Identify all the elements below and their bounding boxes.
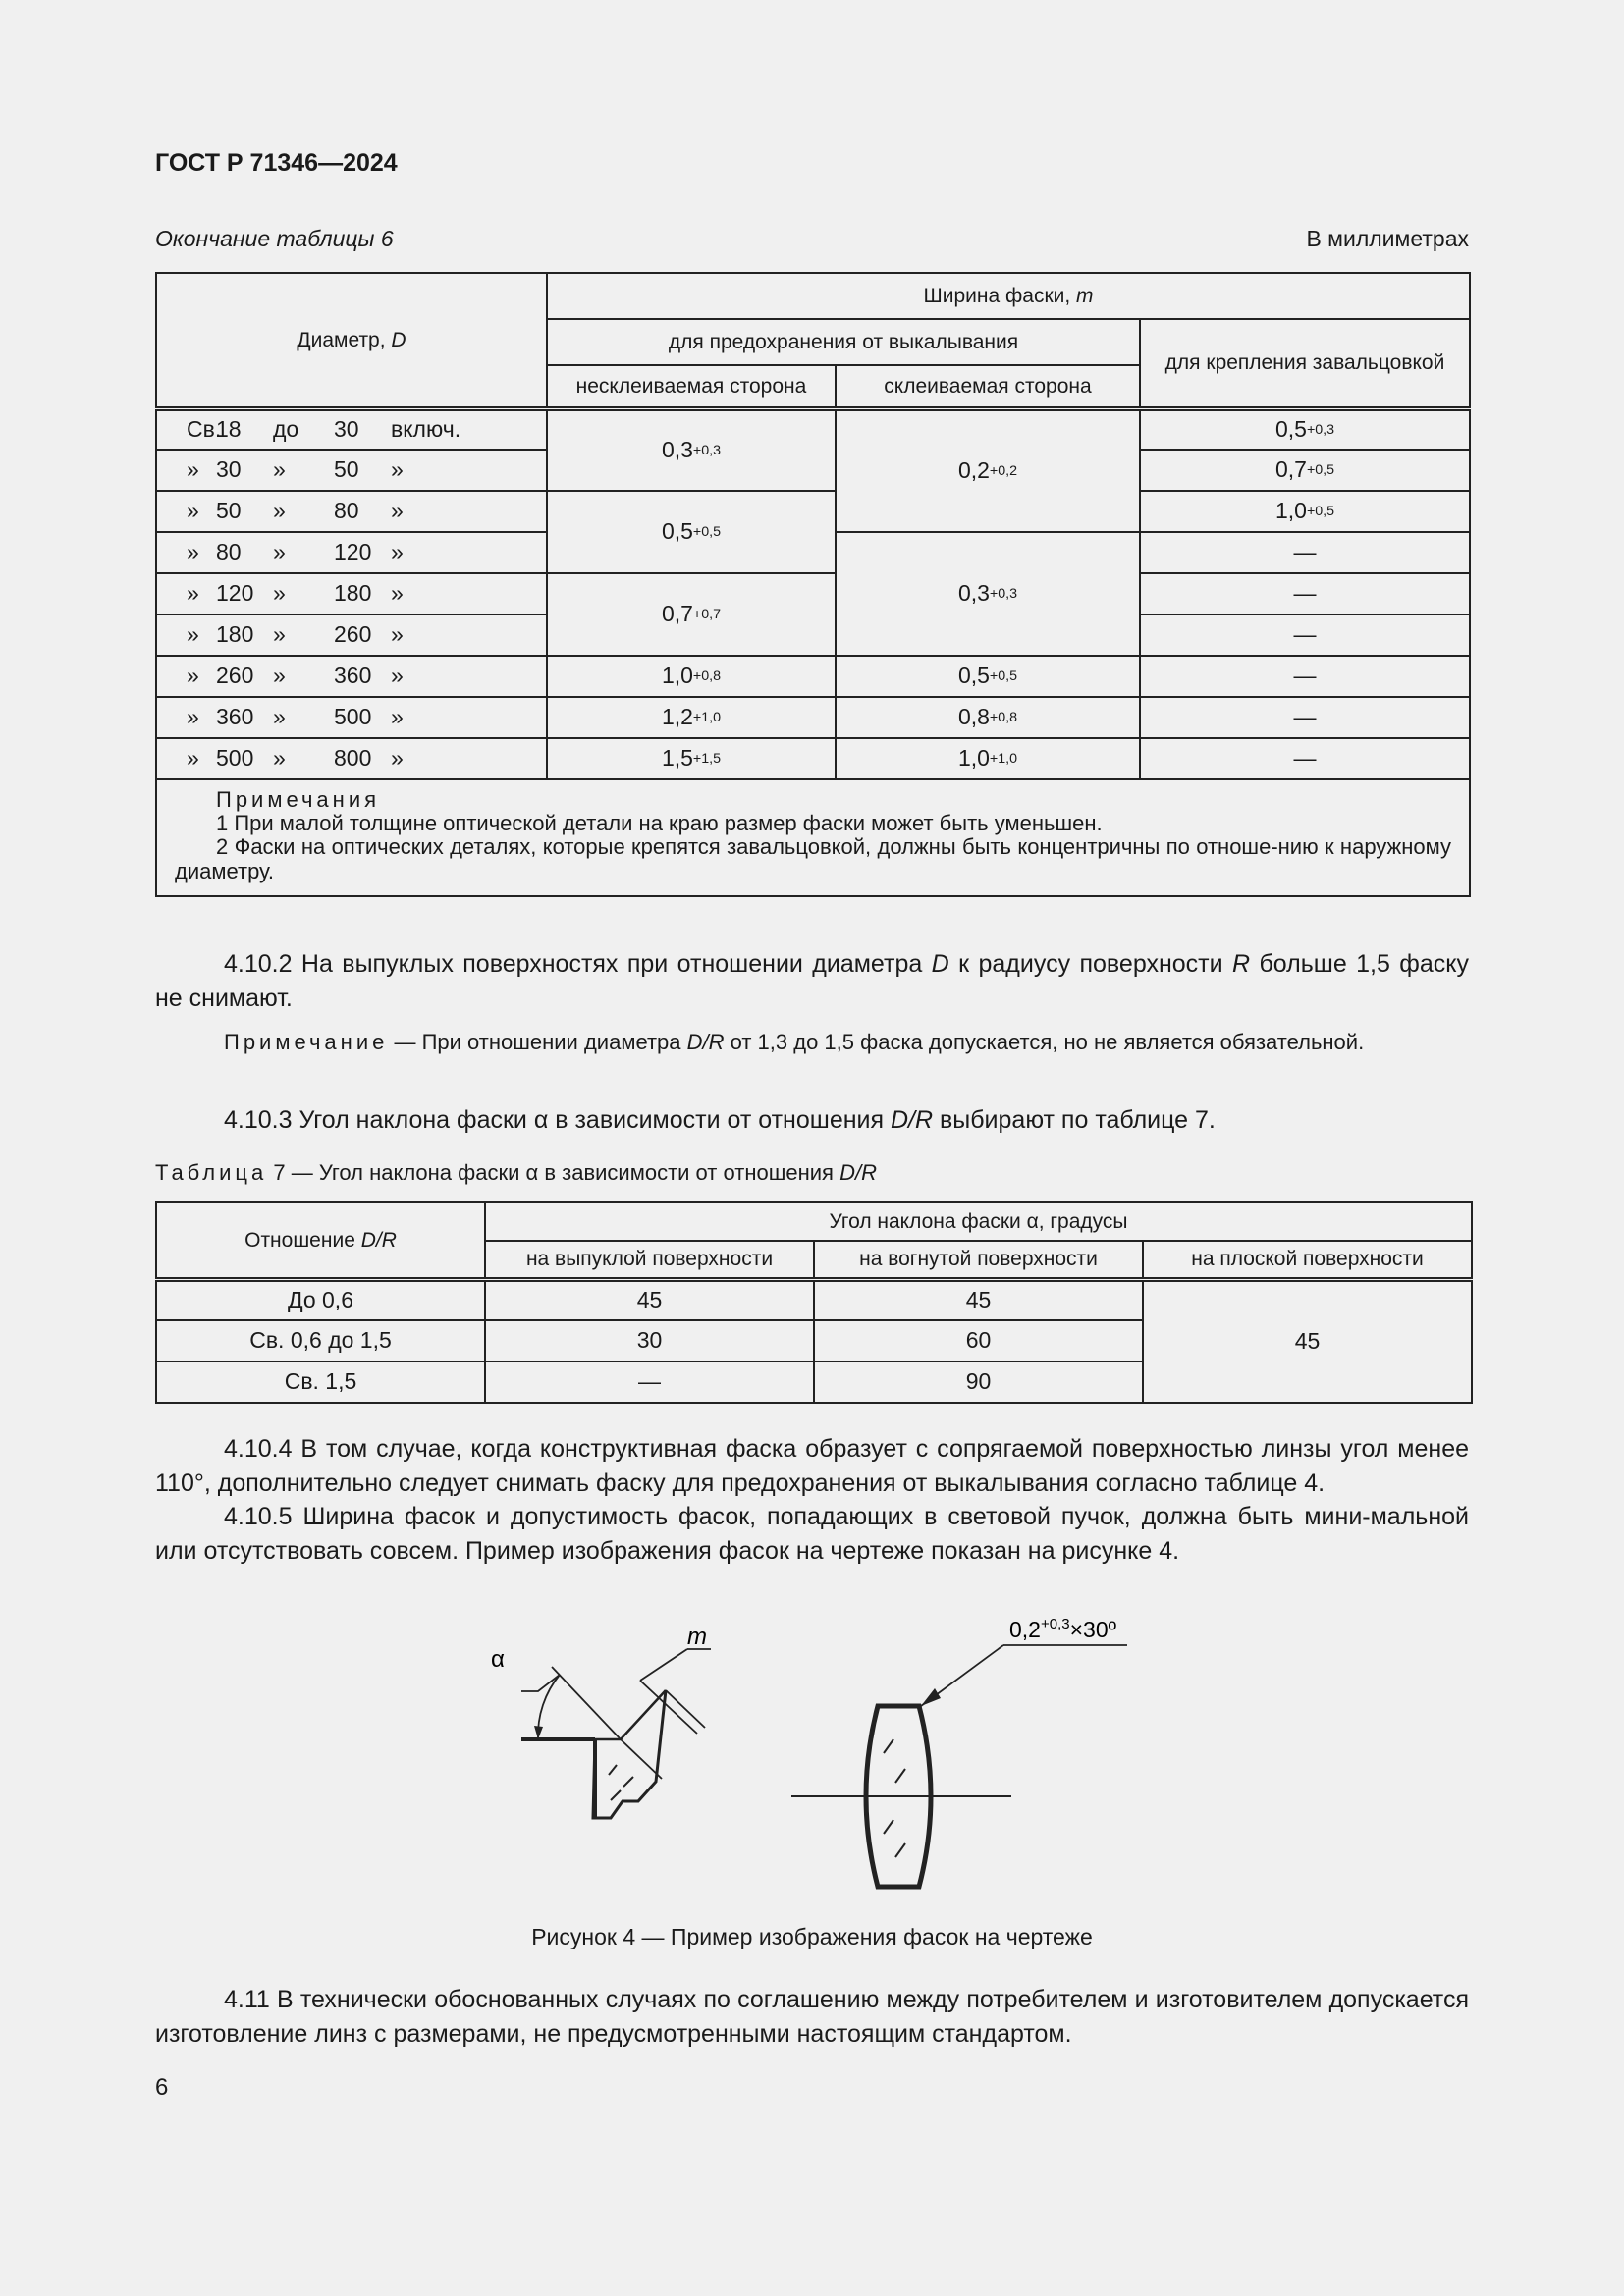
- table6-diameter-range: Св. 18 до 30 включ.: [156, 408, 547, 450]
- table6-unglued-value: $0,5^{+0,5}$: [547, 491, 836, 573]
- table7-convex-cell: —: [485, 1362, 814, 1403]
- table6-header-unglued: несклеиваемая сторона: [547, 365, 836, 408]
- note-1: 1 При малой толщине оптической детали на краю размер фаски может быть уменьшен.: [216, 811, 1103, 836]
- table6-unglued-value: $0,7^{+0,7}$: [547, 573, 836, 656]
- note-4-10-2: Примечание — При отношении диаметра D/R от 1,3 до 1,5 фаска допускается, но не является обязательной.: [224, 1030, 1365, 1054]
- table6-rolling-value: $0,7^{+0,5}$: [1140, 450, 1470, 491]
- table6-header-width: Ширина фаски, m: [547, 273, 1470, 319]
- table6-unglued-value: $0,3^{+0,3}$: [547, 408, 836, 491]
- paragraph-4-10-3: 4.10.3 Угол наклона фаски α в зависимости от отношения D/R выбирают по таблице 7.: [224, 1106, 1216, 1134]
- table6-diameter-range: » 30 » 50 »: [156, 450, 547, 491]
- table7-header-angle: Угол наклона фаски α, градусы: [485, 1202, 1472, 1241]
- table6-diameter-range: » 120 » 180 »: [156, 573, 547, 614]
- table7-ratio-cell: Св. 0,6 до 1,5: [156, 1320, 485, 1362]
- table6-diameter-range: » 50 » 80 »: [156, 491, 547, 532]
- note-2: 2 Фаски на оптических деталях, которые крепятся завальцовкой, должны быть концентричны по отноше-нию к наружному диаметру.: [175, 834, 1452, 883]
- figure-4-drawing: [0, 1590, 1624, 1914]
- table7-caption: Таблица 7 — Угол наклона фаски α в зависимости от отношения D/R: [155, 1160, 877, 1185]
- table6-diameter-range: » 360 » 500 »: [156, 697, 547, 738]
- table6-glued-value: $0,8^{+0,8}$: [836, 697, 1140, 738]
- table7-header-concave: на вогнутой поверхности: [814, 1241, 1143, 1279]
- table7-ratio-cell: До 0,6: [156, 1279, 485, 1320]
- table-6: [155, 272, 1471, 897]
- table6-unglued-value: $1,0^{+0,8}$: [547, 656, 836, 697]
- table7-ratio-cell: Св. 1,5: [156, 1362, 485, 1403]
- table6-glued-value: $0,3^{+0,3}$: [836, 532, 1140, 656]
- table6-rolling-value: —: [1140, 738, 1470, 779]
- table6-unglued-value: $1,2^{+1,0}$: [547, 697, 836, 738]
- paragraph-4-11: 4.11 В технически обоснованных случаях по соглашению между потребителем и изготовителем допускается изготовление линз с размерами, не предусмотренными настоящим стандартом.: [155, 1986, 1469, 2048]
- paragraph-4-10-4: 4.10.4 В том случае, когда конструктивная фаска образует с сопрягаемой поверхностью линзы угол менее 110°, дополнительно следует снимать фаску для предохранения от выкалывания согласно таблице 4.: [155, 1435, 1469, 1497]
- page-number: 6: [155, 2074, 169, 2101]
- table6-header-protect: для предохранения от выкалывания: [547, 319, 1140, 365]
- table6-rolling-value: $0,5^{+0,3}$: [1140, 408, 1470, 450]
- table6-diameter-range: » 80 » 120 »: [156, 532, 547, 573]
- table6-header-rolling: для крепления завальцовкой: [1140, 319, 1470, 408]
- notes-title: Примечания: [216, 787, 381, 812]
- document-header: ГОСТ Р 71346—2024: [155, 149, 398, 177]
- table6-rolling-value: —: [1140, 697, 1470, 738]
- table7-header-convex: на выпуклой поверхности: [485, 1241, 814, 1279]
- table6-rolling-value: —: [1140, 614, 1470, 656]
- table7-concave-cell: 90: [814, 1362, 1143, 1403]
- table6-rolling-value: —: [1140, 656, 1470, 697]
- figure-m-label: m: [687, 1624, 707, 1650]
- table6-notes: [156, 779, 1470, 896]
- table6-units-caption: В миллиметрах: [1306, 226, 1469, 251]
- table7-header-ratio: Отношение D/R: [156, 1202, 485, 1279]
- table7-flat-cell: 45: [1143, 1279, 1472, 1403]
- paragraph-4-10-2: 4.10.2 На выпуклых поверхностях при отношении диаметра D к радиусу поверхности R больше 1,5 фаску не снимают.: [155, 950, 1469, 1012]
- table6-diameter-range: » 260 » 360 »: [156, 656, 547, 697]
- figure-alpha-label: α: [491, 1646, 505, 1673]
- table6-continuation-caption: Окончание таблицы 6: [155, 226, 394, 251]
- table6-unglued-value: $1,5^{+1,5}$: [547, 738, 836, 779]
- table7-header-flat: на плоской поверхности: [1143, 1241, 1472, 1279]
- table6-header-diameter: Диаметр, D: [156, 273, 547, 408]
- table6-rolling-value: —: [1140, 573, 1470, 614]
- table6-rolling-value: —: [1140, 532, 1470, 573]
- table6-glued-value: $1,0^{+1,0}$: [836, 738, 1140, 779]
- table6-diameter-range: » 500 » 800 »: [156, 738, 547, 779]
- table6-glued-value: $0,2^{+0,2}$: [836, 408, 1140, 532]
- paragraph-4-10-5: 4.10.5 Ширина фасок и допустимость фасок, попадающих в световой пучок, должна быть мини-мальной или отсутствовать совсем. Пример изображения фасок на чертеже показан на рисунке 4.: [155, 1503, 1469, 1565]
- table-7: [155, 1201, 1473, 1404]
- figure-leader-label: $0,2^{+0,3}\times 30º$: [1009, 1616, 1117, 1642]
- table6-glued-value: $0,5^{+0,5}$: [836, 656, 1140, 697]
- table7-concave-cell: 60: [814, 1320, 1143, 1362]
- figure-4-caption: Рисунок 4 — Пример изображения фасок на чертеже: [531, 1924, 1093, 1949]
- table7-concave-cell: 45: [814, 1279, 1143, 1320]
- table6-header-glued: склеиваемая сторона: [836, 365, 1140, 408]
- table7-convex-cell: 30: [485, 1320, 814, 1362]
- table6-rolling-value: $1,0^{+0,5}$: [1140, 491, 1470, 532]
- table7-convex-cell: 45: [485, 1279, 814, 1320]
- paragraphs-4-10-4-5: [155, 1432, 1469, 1568]
- table6-diameter-range: » 180 » 260 »: [156, 614, 547, 656]
